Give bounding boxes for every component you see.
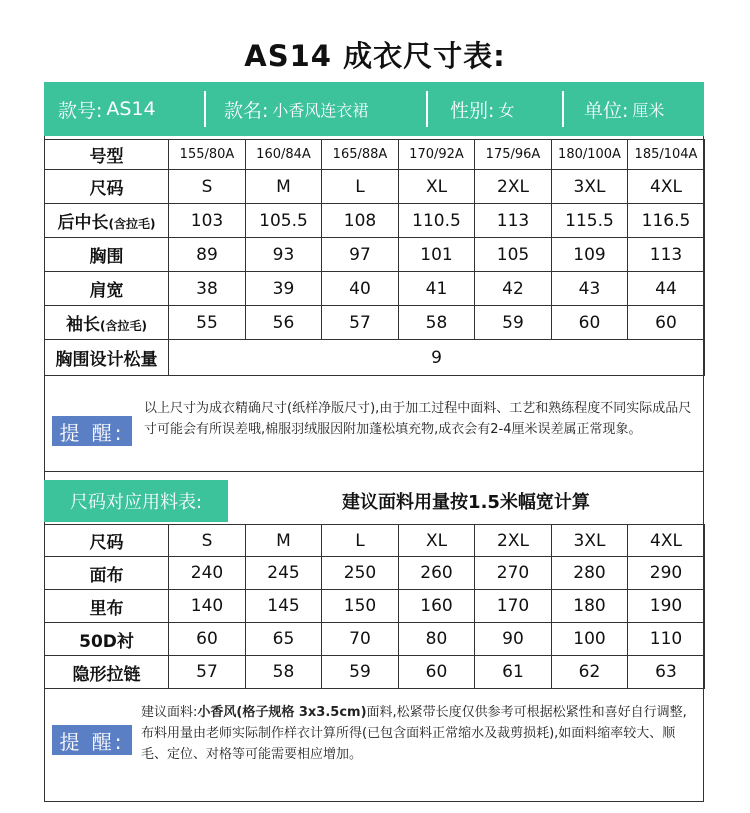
sleeve-cell: 57 — [322, 306, 399, 340]
fabric-cell: 260 — [399, 557, 475, 590]
header-divider — [426, 91, 428, 127]
row-label-size: 尺码 — [45, 170, 169, 204]
fabric-cell: 245 — [246, 557, 322, 590]
fabric-cell: 145 — [246, 590, 322, 623]
reminder-text-2-prefix: 建议面料: — [141, 705, 198, 720]
size-cell: 4XL — [628, 170, 705, 204]
row-label-sleeve — [45, 306, 169, 340]
fabric-size-cell: L — [322, 525, 399, 557]
reminder-text-2 — [141, 702, 696, 765]
fabric-row — [45, 656, 705, 689]
model-cell: 180/100A — [552, 140, 628, 170]
fabric-size-cell: XL — [399, 525, 475, 557]
fabric-row — [45, 623, 705, 656]
back-length-cell: 110.5 — [399, 204, 475, 238]
row-label-ease: 胸围设计松量 — [45, 340, 169, 376]
fabric-cell: 65 — [246, 623, 322, 656]
back-length-cell: 108 — [322, 204, 399, 238]
fabric-cell: 140 — [169, 590, 246, 623]
model-cell: 175/96A — [475, 140, 552, 170]
fabric-cell: 250 — [322, 557, 399, 590]
fabric-cell: 70 — [322, 623, 399, 656]
fabric-cell: 290 — [628, 557, 705, 590]
size-cell: L — [322, 170, 399, 204]
fabric-size-cell: 2XL — [475, 525, 552, 557]
sleeve-cell: 56 — [246, 306, 322, 340]
header-divider — [562, 91, 564, 127]
size-cell: 2XL — [475, 170, 552, 204]
fabric-row-label: 50D衬 — [45, 623, 169, 656]
gender-value: 女 — [498, 100, 515, 120]
fabric-size-cell: S — [169, 525, 246, 557]
style-no-label: 款号: — [58, 99, 103, 122]
bust-cell: 93 — [246, 238, 322, 272]
size-row — [45, 170, 705, 204]
bust-cell: 109 — [552, 238, 628, 272]
model-cell: 185/104A — [628, 140, 705, 170]
bust-cell: 101 — [399, 238, 475, 272]
reminder-text-2-body: 面料,松紧带长度仅供参考可根据松紧性和喜好自行调整,布料用量由老师实际制作样衣计算所得(已包含面料正常缩水及裁剪损耗),如面料缩率较大、顺毛、定位、对格等可能需要相应增加。 — [141, 705, 687, 762]
fabric-cell: 160 — [399, 590, 475, 623]
style-name-value: 小香风连衣裙 — [272, 100, 369, 120]
style-name-label: 款名: — [224, 99, 269, 122]
reminder-badge-1: 提 醒: — [52, 416, 132, 446]
style-name — [224, 82, 368, 136]
shoulder-cell: 42 — [475, 272, 552, 306]
fabric-row-label-size: 尺码 — [45, 525, 169, 557]
bust-cell: 89 — [169, 238, 246, 272]
ease-row — [45, 340, 705, 376]
shoulder-cell: 39 — [246, 272, 322, 306]
header-bar — [44, 82, 704, 136]
style-no — [58, 82, 156, 136]
bust-row — [45, 238, 705, 272]
fabric-section-header — [44, 480, 704, 522]
fabric-cell: 100 — [552, 623, 628, 656]
fabric-cell: 63 — [628, 656, 705, 689]
sleeve-cell: 59 — [475, 306, 552, 340]
fabric-cell: 150 — [322, 590, 399, 623]
fabric-row-label: 里布 — [45, 590, 169, 623]
sleeve-cell: 60 — [552, 306, 628, 340]
fabric-section-tag: 尺码对应用料表: — [44, 480, 228, 522]
fabric-cell: 240 — [169, 557, 246, 590]
sleeve-cell: 55 — [169, 306, 246, 340]
fabric-cell: 59 — [322, 656, 399, 689]
model-cell: 170/92A — [399, 140, 475, 170]
sleeve-note: (含拉毛) — [100, 319, 147, 333]
back-length-row — [45, 204, 705, 238]
fabric-cell: 110 — [628, 623, 705, 656]
gender-label: 性别: — [450, 99, 495, 122]
model-cell: 160/84A — [246, 140, 322, 170]
fabric-cell: 57 — [169, 656, 246, 689]
shoulder-cell: 41 — [399, 272, 475, 306]
fabric-cell: 62 — [552, 656, 628, 689]
back-length-cell: 116.5 — [628, 204, 705, 238]
fabric-cell: 180 — [552, 590, 628, 623]
bust-cell: 113 — [628, 238, 705, 272]
bust-cell: 105 — [475, 238, 552, 272]
fabric-size-cell: 4XL — [628, 525, 705, 557]
row-label-model: 号型 — [45, 140, 169, 170]
back-length-cell: 103 — [169, 204, 246, 238]
shoulder-row — [45, 272, 705, 306]
fabric-row — [45, 557, 705, 590]
back-length-cell: 113 — [475, 204, 552, 238]
row-label-shoulder: 肩宽 — [45, 272, 169, 306]
size-cell: S — [169, 170, 246, 204]
sleeve-row — [45, 306, 705, 340]
sleeve-cell: 58 — [399, 306, 475, 340]
fabric-cell: 90 — [475, 623, 552, 656]
fabric-size-cell: M — [246, 525, 322, 557]
fabric-cell: 60 — [169, 623, 246, 656]
fabric-row — [45, 590, 705, 623]
size-cell: XL — [399, 170, 475, 204]
fabric-cell: 60 — [399, 656, 475, 689]
back-length-label: 后中长 — [57, 213, 109, 233]
fabric-cell: 80 — [399, 623, 475, 656]
unit — [584, 82, 664, 136]
unit-label: 单位: — [584, 99, 629, 122]
reminder-box-2 — [44, 690, 704, 802]
fabric-cell: 170 — [475, 590, 552, 623]
model-cell: 165/88A — [322, 140, 399, 170]
model-cell: 155/80A — [169, 140, 246, 170]
fabric-size-row — [45, 525, 705, 557]
fabric-cell: 270 — [475, 557, 552, 590]
ease-value: 9 — [169, 340, 705, 376]
reminder-text-2-fabric: 小香风(格子规格 3x3.5cm) — [197, 705, 367, 720]
fabric-size-cell: 3XL — [552, 525, 628, 557]
fabric-cell: 58 — [246, 656, 322, 689]
size-cell: M — [246, 170, 322, 204]
reminder-badge-2: 提 醒: — [52, 725, 132, 755]
row-label-back-length — [45, 204, 169, 238]
shoulder-cell: 40 — [322, 272, 399, 306]
sleeve-label: 袖长 — [66, 315, 100, 335]
fabric-row-label: 隐形拉链 — [45, 656, 169, 689]
style-no-value: AS14 — [106, 98, 156, 120]
shoulder-cell: 43 — [552, 272, 628, 306]
fabric-section-title: 建议面料用量按1.5米幅宽计算 — [342, 492, 590, 513]
fabric-cell: 280 — [552, 557, 628, 590]
row-label-bust: 胸围 — [45, 238, 169, 272]
gender — [450, 82, 514, 136]
sleeve-cell: 60 — [628, 306, 705, 340]
page-title: AS14 成衣尺寸表: — [244, 39, 506, 73]
back-length-cell: 115.5 — [552, 204, 628, 238]
header-divider — [204, 91, 206, 127]
fabric-row-label: 面布 — [45, 557, 169, 590]
reminder-text-1: 以上尺寸为成衣精确尺寸(纸样净版尺寸),由于加工过程中面料、工艺和熟练程度不同实际成品尺寸可能会有所误差哦,棉服羽绒服因附加蓬松填充物,成衣会有2-4厘米误差属正常现象。 — [144, 401, 692, 437]
unit-value: 厘米 — [632, 100, 665, 120]
shoulder-cell: 38 — [169, 272, 246, 306]
fabric-cell: 190 — [628, 590, 705, 623]
reminder-box-1 — [44, 376, 704, 472]
bust-cell: 97 — [322, 238, 399, 272]
shoulder-cell: 44 — [628, 272, 705, 306]
back-length-cell: 105.5 — [246, 204, 322, 238]
size-table — [44, 139, 705, 376]
fabric-table — [44, 524, 705, 689]
fabric-cell: 61 — [475, 656, 552, 689]
model-row — [45, 140, 705, 170]
back-length-note: (含拉毛) — [108, 217, 156, 231]
size-cell: 3XL — [552, 170, 628, 204]
